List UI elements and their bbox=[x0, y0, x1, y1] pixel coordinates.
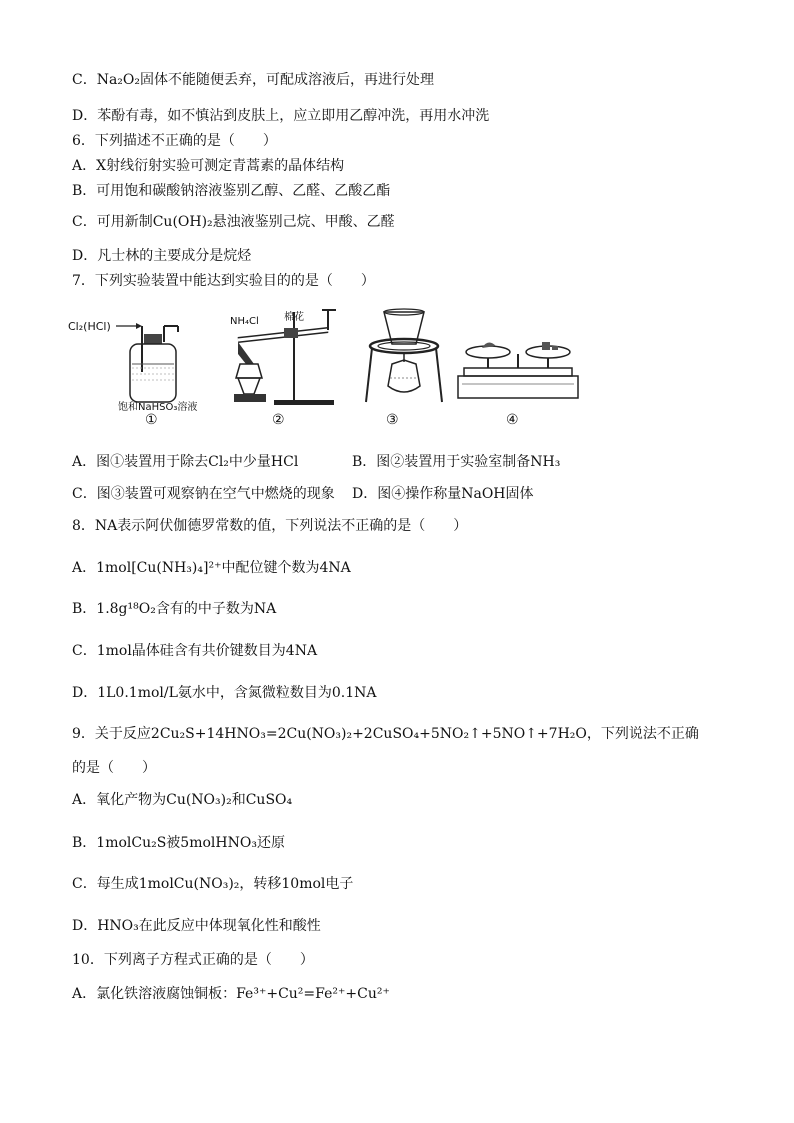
option-7c: C．图③装置可观察钠在空气中燃烧的现象 bbox=[72, 486, 335, 502]
option-9a: A．氧化产物为Cu(NO₃)₂和CuSO₄ bbox=[72, 792, 293, 808]
figure-1-gas-label: Cl₂(HCl) bbox=[68, 320, 111, 333]
option-9c: C．每生成1molCu(NO₃)₂，转移10mol电子 bbox=[72, 876, 354, 892]
figure-4 bbox=[448, 302, 588, 432]
figure-2-reagent-label: NH₄Cl bbox=[230, 316, 259, 327]
option-7d: D．图④操作称量NaOH固体 bbox=[352, 486, 534, 502]
option-5d: D．苯酚有毒，如不慎沾到皮肤上，应立即用乙醇冲洗，再用水冲洗 bbox=[72, 108, 490, 124]
option-10a: A．氯化铁溶液腐蚀铜板：Fe³⁺+Cu²=Fe²⁺+Cu²⁺ bbox=[72, 986, 390, 1002]
gas-washing-bottle-icon bbox=[68, 302, 208, 412]
crucible-tripod-icon bbox=[354, 302, 454, 412]
option-6d: D．凡士林的主要成分是烷烃 bbox=[72, 248, 252, 264]
figure-3 bbox=[354, 302, 454, 432]
figure-2-number: ② bbox=[272, 412, 285, 428]
question-6: 6．下列描述不正确的是（ ） bbox=[72, 133, 277, 149]
option-6b: B．可用饱和碳酸钠溶液鉴别乙醇、乙醛、乙酸乙酯 bbox=[72, 183, 391, 199]
figure-2-cotton-label: 棉花 bbox=[284, 312, 304, 323]
balance-scale-icon bbox=[448, 302, 588, 412]
question-7: 7．下列实验装置中能达到实验目的的是（ ） bbox=[72, 273, 375, 289]
option-6a: A．X射线衍射实验可测定青蒿素的晶体结构 bbox=[72, 158, 345, 174]
figure-1-number: ① bbox=[145, 412, 158, 428]
option-8c: C．1mol晶体硅含有共价键数目为4NA bbox=[72, 643, 318, 659]
figure-4-number: ④ bbox=[506, 412, 519, 428]
option-8b: B．1.8g¹⁸O₂含有的中子数为NA bbox=[72, 601, 277, 617]
option-6c: C．可用新制Cu(OH)₂悬浊液鉴别己烷、甲酸、乙醛 bbox=[72, 214, 395, 230]
figure-1-liquid-label: 饱和NaHSO₃溶液 bbox=[118, 402, 198, 413]
option-5c: C．Na₂O₂固体不能随便丢弃，可配成溶液后，再进行处理 bbox=[72, 72, 435, 88]
figure-1 bbox=[68, 302, 208, 432]
option-7b: B．图②装置用于实验室制备NH₃ bbox=[352, 454, 561, 470]
option-8d: D．1L0.1mol/L氨水中，含氮微粒数目为0.1NA bbox=[72, 685, 377, 701]
figure-2 bbox=[224, 302, 364, 432]
question-9: 9．关于反应2Cu₂S+14HNO₃=2Cu(NO₃)₂+2CuSO₄+5NO₂↑+5NO↑+7H₂O，下列说法不正确 bbox=[72, 726, 699, 742]
option-9b: B．1molCu₂S被5molHNO₃还原 bbox=[72, 835, 285, 851]
option-7a: A．图①装置用于除去Cl₂中少量HCl bbox=[72, 454, 299, 470]
apparatus-figures bbox=[68, 302, 656, 432]
question-8: 8．NA表示阿伏伽德罗常数的值，下列说法不正确的是（ ） bbox=[72, 518, 468, 534]
option-9d: D．HNO₃在此反应中体现氧化性和酸性 bbox=[72, 918, 321, 934]
question-9-continued: 的是（ ） bbox=[72, 760, 156, 776]
question-10: 10．下列离子方程式正确的是（ ） bbox=[72, 952, 314, 968]
figure-3-number: ③ bbox=[386, 412, 399, 428]
option-8a: A．1mol[Cu(NH₃)₄]²⁺中配位键个数为4NA bbox=[72, 560, 351, 576]
